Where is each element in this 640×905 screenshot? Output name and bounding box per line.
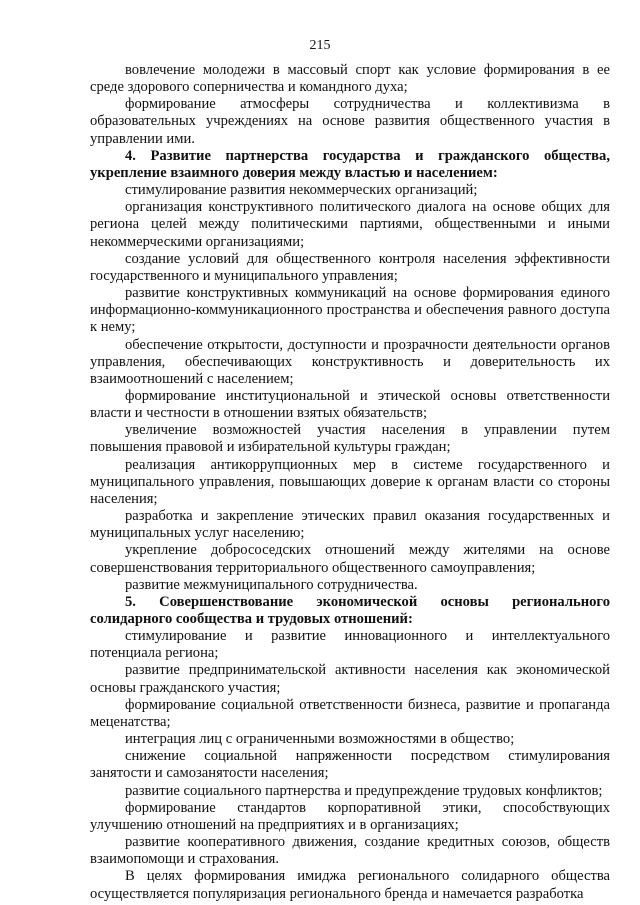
list-item: развитие межмуниципального сотрудничества. [125, 576, 418, 593]
list-item: развитие кооперативного движения, создание кредитных союзов, обществ взаимопомощи и страхования. [90, 834, 610, 868]
list-item: снижение социальной напряженности посредством стимулирования занятости и самозанятости населения; [90, 748, 610, 782]
list-item: стимулирование развития некоммерческих организаций; [125, 182, 478, 199]
list-item: организация конструктивного политического диалога на основе общих для региона целей между политическими партиями, общественными и иными некоммерческими организациями; [90, 199, 610, 250]
list-item: формирование стандартов корпоративной этики, способствующих улучшению отношений на предприятиях и в организациях; [90, 799, 610, 833]
list-item: разработка и закрепление этических правил оказания государственных и муниципальных услуг населению; [90, 508, 610, 542]
section-heading: 5. Совершенствование экономической основы регионального солидарного сообщества и трудовых отношений: [90, 593, 610, 627]
list-item: вовлечение молодежи в массовый спорт как условие формирования в ее среде здорового соперничества и командного духа; [90, 62, 610, 96]
list-item: развитие социального партнерства и предупреждение трудовых конфликтов; [125, 782, 603, 799]
list-item: формирование институциональной и этической основы ответственности власти и честности в отношении взятых обязательств; [90, 387, 610, 422]
document-body [90, 62, 610, 903]
list-item: развитие конструктивных коммуникаций на основе формирования единого информационно-коммуникационного пространства и обеспечения равного доступа к нему; [90, 285, 610, 336]
section-heading: 4. Развитие партнерства государства и гражданского общества, укрепление взаимного доверия между властью и населением: [90, 147, 610, 181]
list-item: формирование социальной ответственности бизнеса, развитие и пропаганда меценатства; [90, 696, 610, 730]
list-item: формирование атмосферы сотрудничества и коллективизма в образовательных учреждениях на основе развития общественного участия в управлении ими. [90, 96, 610, 147]
list-item: реализация антикоррупционных мер в системе государственного и муниципального управления, повышающих доверие к органам власти со стороны населения; [90, 456, 610, 507]
list-item: стимулирование и развитие инновационного и интеллектуального потенциала региона; [90, 628, 610, 662]
page-number: 215 [309, 38, 331, 53]
list-item: В целях формирования имиджа регионального солидарного общества осуществляется популяризация регионального бренда и намечается разработка [90, 868, 610, 902]
list-item: увеличение возможностей участия населения в управлении путем повышения правовой и избирательной культуры граждан; [90, 422, 610, 456]
list-item: создание условий для общественного контроля населения эффективности государственного и муниципального управления; [90, 250, 610, 284]
list-item: развитие предпринимательской активности населения как экономической основы гражданского участия; [90, 662, 610, 696]
list-item: обеспечение открытости, доступности и прозрачности деятельности органов управления, обеспечивающих конструктивность и доверительность их взаимоотношений с населением; [90, 336, 610, 387]
list-item: интеграция лиц с ограниченными возможностями в общество; [125, 731, 515, 748]
list-item: укрепление добрососедских отношений между жителями на основе совершенствования территориального общественного самоуправления; [90, 542, 610, 576]
